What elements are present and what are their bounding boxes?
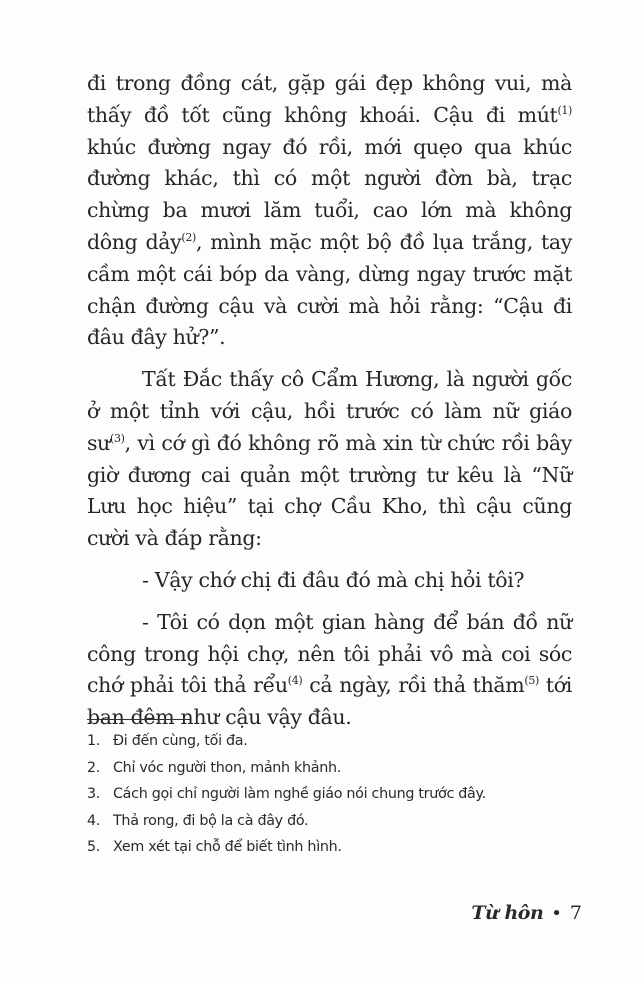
footnote-text: Chỉ vóc người thon, mảnh khảnh. (113, 759, 342, 776)
footnote-text: Xem xét tại chỗ để biết tình hình. (113, 839, 342, 855)
footnote-item (87, 755, 587, 782)
footnote-item (87, 808, 587, 835)
footnote-number: 1. (87, 733, 101, 749)
footnote-item (87, 728, 587, 755)
page-number: 7 (569, 902, 582, 924)
paragraph (87, 364, 572, 555)
footnote-reference: (4) (287, 674, 303, 688)
paragraph-text: tới ban đêm như cậu vậy đâu. (87, 673, 572, 730)
paragraph-text: Tất Đắc thấy cô Cẩm Hương, là người gốc ở một tỉnh với cậu, hồi trước có làm nữ giáo sư (87, 367, 572, 455)
paragraph (87, 565, 572, 597)
footnote-divider (87, 719, 190, 720)
running-book-title: Từ hôn (471, 902, 544, 924)
paragraph (87, 68, 572, 354)
footnote-number: 5. (87, 839, 101, 855)
paragraph-text: , vì cớ gì đó không rõ mà xin từ chức rồi bây giờ đương cai quản một trường tư kêu là “Nữ Lưu học hiệu” tại chợ Cầu Kho, thì cậu cũng cười và đáp rằng: (87, 430, 572, 551)
footnote-reference: (5) (524, 674, 539, 688)
paragraph-text: đi trong đồng cát, gặp gái đẹp không vui, mà thấy đồ tốt cũng không khoái. Cậu đi mút (87, 71, 572, 127)
footnote-item (87, 781, 587, 808)
footnote-item (87, 834, 587, 861)
footnote-text: Thả rong, đi bộ la cà đây đó. (113, 812, 309, 829)
footnote-reference: (1) (557, 103, 572, 117)
paragraph-text: cả ngày, rồi thả thăm (302, 673, 525, 698)
footnote-number: 2. (87, 759, 101, 776)
page-footer (471, 902, 582, 924)
paragraph-text: - Vậy chớ chị đi đâu đó mà chị hỏi tôi? (142, 567, 525, 592)
separator-dot: • (551, 902, 562, 924)
footnote-reference: (3) (110, 431, 125, 445)
paragraph-text: khúc đường ngay đó rồi, mới quẹo qua khúc đường khác, thì có một người đờn bà, trạc chừng ba mươi lăm tuổi, cao lớn mà không dông dảy (87, 134, 572, 254)
body-text (87, 68, 572, 734)
footnote-number: 3. (87, 786, 101, 802)
paragraph (87, 607, 572, 734)
footnote-text: Đi đến cùng, tối đa. (113, 733, 248, 749)
footnotes-list (87, 728, 587, 861)
paragraph-text: , mình mặc một bộ đồ lụa trắng, tay cầm một cái bóp da vàng, dừng ngay trước mặt chận đường cậu và cười mà hỏi rằng: “Cậu đi đâu đây hử?”. (87, 229, 573, 350)
footnote-number: 4. (87, 812, 101, 829)
paragraph-text: - Tôi có dọn một gian hàng để bán đồ nữ công trong hội chợ, nên tôi phải vô mà coi sóc chớ phải tôi thả rểu (87, 609, 572, 698)
footnote-text: Cách gọi chỉ người làm nghề giáo nói chung trước đây. (113, 786, 486, 802)
footnote-reference: (2) (181, 230, 196, 244)
